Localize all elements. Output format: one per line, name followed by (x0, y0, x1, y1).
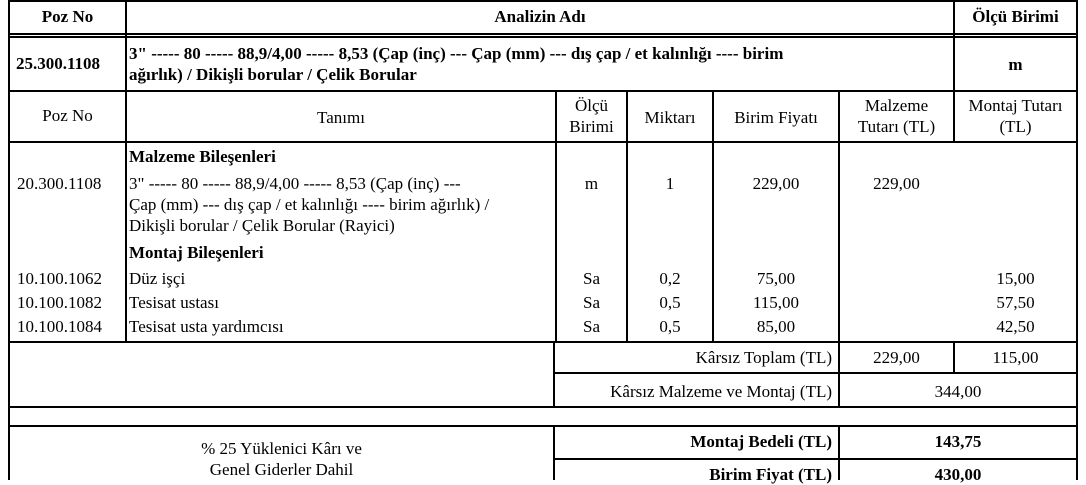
material-desc-line3: Dikişli borular / Çelik Borular (Rayici) (129, 216, 395, 235)
section-labor: Montaj Bileşenleri (129, 243, 264, 262)
col-unit-1: Ölçü (574, 96, 609, 115)
profit-note-line1: % 25 Yüklenici Kârı ve (201, 439, 362, 458)
profit-note-line2: Genel Giderler Dahil (209, 460, 354, 479)
rule (553, 425, 555, 480)
col-material-total-1: Malzeme (864, 96, 929, 115)
rule (553, 372, 1078, 374)
col-quantity: Miktarı (644, 108, 696, 127)
material-total: 229,00 (873, 174, 920, 193)
rule (8, 90, 1078, 92)
karsiz-toplam-labor: 115,00 (992, 348, 1039, 367)
analysis-name-line1: 3" ----- 80 ----- 88,9/4,00 ----- 8,53 (Çap (inç) --- Çap (mm) --- dış çap / et kalınlığı ---- birim (129, 44, 784, 63)
labor-qty: 0,5 (659, 317, 681, 336)
karsiz-malzeme-montaj-label: Kârsız Malzeme ve Montaj (TL) (610, 382, 832, 401)
labor-code: 10.100.1082 (17, 293, 102, 312)
karsiz-toplam-label: Kârsız Toplam (TL) (695, 348, 832, 367)
material-unit-price: 229,00 (752, 174, 800, 193)
labor-unit-price: 115,00 (752, 293, 800, 312)
labor-desc: Tesisat ustası (129, 293, 219, 312)
col-material-total-2: Tutarı (TL) (857, 117, 936, 136)
labor-code: 10.100.1084 (17, 317, 102, 336)
col-tanimi: Tanımı (317, 108, 365, 127)
material-code: 20.300.1108 (17, 174, 102, 193)
rule (8, 0, 1078, 2)
labor-unit: Sa (583, 317, 600, 336)
col-unit-2: Birimi (569, 117, 614, 136)
header-analysis-name: Analizin Adı (494, 7, 586, 26)
labor-desc: Tesisat usta yardımcısı (129, 317, 284, 336)
rule (8, 36, 1078, 38)
section-material: Malzeme Bileşenleri (129, 147, 276, 166)
labor-unit: Sa (583, 269, 600, 288)
labor-qty: 0,5 (659, 293, 681, 312)
rule (8, 425, 1078, 427)
rule (8, 141, 1078, 143)
montaj-bedeli-label: Montaj Bedeli (TL) (690, 432, 832, 451)
labor-code: 10.100.1062 (17, 269, 102, 288)
labor-unit-price: 75,00 (756, 269, 796, 288)
labor-total: 15,00 (996, 269, 1035, 288)
material-qty: 1 (665, 174, 675, 193)
rule (1076, 0, 1078, 480)
header-unit: Ölçü Birimi (972, 7, 1059, 26)
rule (8, 0, 10, 480)
col-unit-price: Birim Fiyatı (734, 108, 818, 127)
rule (553, 341, 555, 406)
labor-unit-price: 85,00 (756, 317, 796, 336)
analysis-name-line2: ağırlık) / Dikişli borular / Çelik Borular (129, 65, 417, 84)
karsiz-toplam-material: 229,00 (873, 348, 920, 367)
analysis-unit: m (1008, 55, 1023, 74)
birim-fiyat-value: 430,00 (934, 465, 982, 484)
col-labor-total-2: (TL) (999, 117, 1032, 136)
rule (125, 0, 127, 341)
rule (8, 33, 1078, 35)
karsiz-malzeme-montaj-value: 344,00 (934, 382, 982, 401)
rule (8, 341, 1078, 343)
col-labor-total-1: Montaj Tutarı (968, 96, 1063, 115)
rule (553, 458, 1078, 460)
rule (8, 406, 1078, 408)
material-desc-line1: 3" ----- 80 ----- 88,9/4,00 ----- 8,53 (Çap (inç) --- (129, 174, 461, 193)
birim-fiyat-label: Birim Fiyat (TL) (709, 465, 832, 484)
material-unit: m (584, 174, 599, 193)
analysis-code: 25.300.1108 (16, 54, 101, 73)
labor-total: 42,50 (996, 317, 1035, 336)
labor-qty: 0,2 (659, 269, 681, 288)
col-poz-no: Poz No (42, 106, 93, 125)
montaj-bedeli-value: 143,75 (934, 432, 982, 451)
labor-unit: Sa (583, 293, 600, 312)
labor-desc: Düz işçi (129, 269, 186, 288)
material-desc-line2: Çap (mm) --- dış çap / et kalınlığı ---- birim ağırlık) / (129, 195, 490, 214)
header-poz-no: Poz No (41, 7, 94, 26)
labor-total: 57,50 (996, 293, 1035, 312)
